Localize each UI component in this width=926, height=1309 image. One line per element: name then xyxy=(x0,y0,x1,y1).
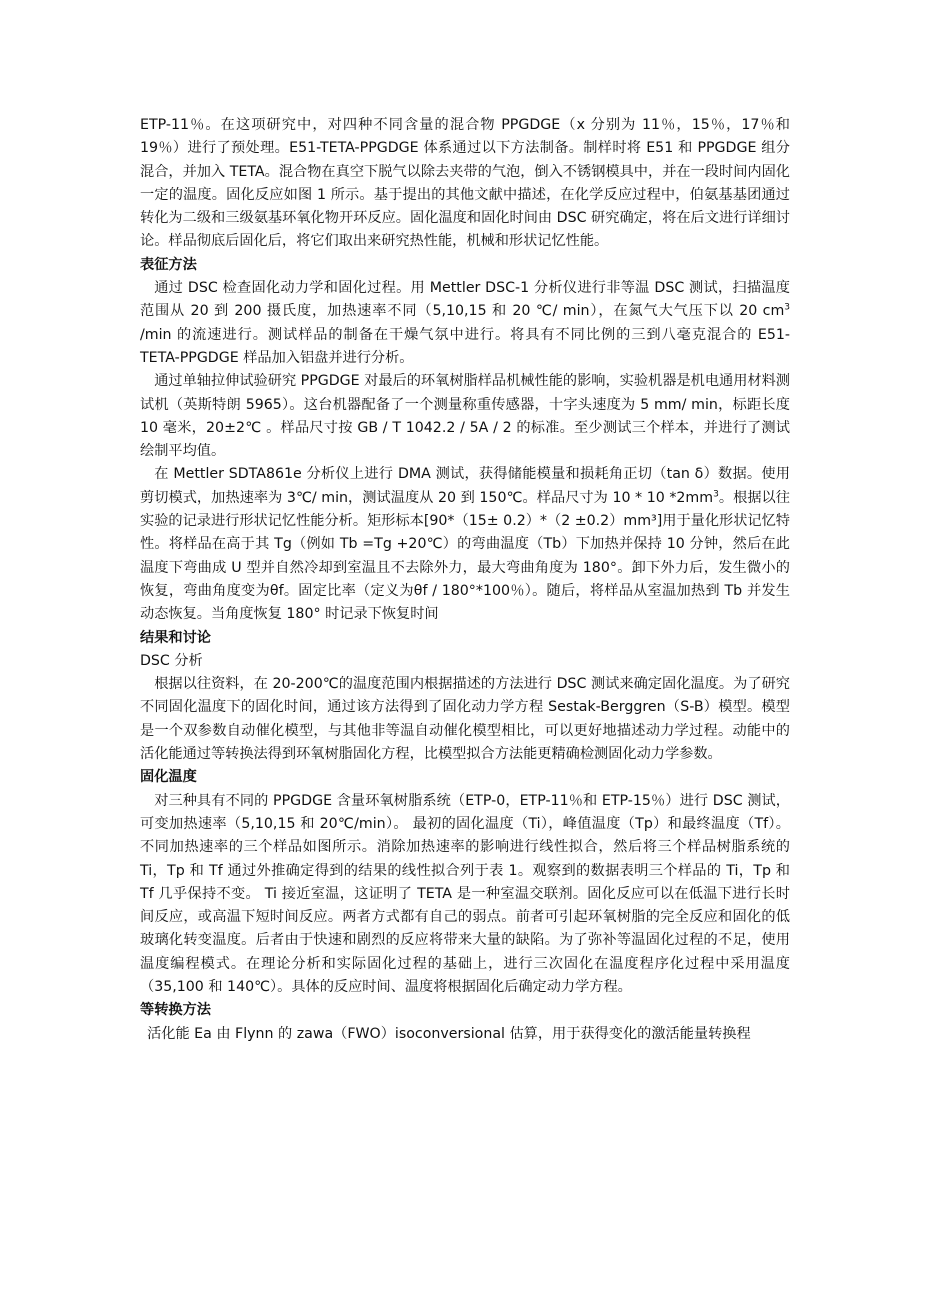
dsc-method-text-a: 通过 DSC 检查固化动力学和固化过程。用 Mettler DSC-1 分析仪进行非等温 DSC 测试，扫描温度范围从 20 到 200 摄氏度，加热速率不同（5,10,15 和 20 ℃/ min），在氮气大气压下以 20 cm xyxy=(140,280,790,320)
dma-paragraph xyxy=(140,463,790,626)
isoconversional-paragraph: 活化能 Ea 由 Flynn 的 zawa（FWO）isoconversional 估算，用于获得变化的激活能量转换程 xyxy=(147,1025,751,1042)
dsc-method-text-b: /min 的流速进行。测试样品的制备在干燥气氛中进行。将具有不同比例的三到八毫克混合的 E51-TETA-PPGDGE 样品加入铝盘并进行分析。 xyxy=(140,326,790,366)
document-page xyxy=(140,114,790,1046)
tensile-test-paragraph: 通过单轴拉伸试验研究 PPGDGE 对最后的环氧树脂样品机械性能的影响，实验机器是机电通用材料测试机（英斯特朗 5965）。这台机器配备了一个测量称重传感器，十字头速度为 5 mm/ min，标距长度 10 毫米，20±2℃ 。样品尺寸按 GB / T 1042.2 / 5A / 2 的标准。至少测试三个样本，并进行了测试绘制平均值。 xyxy=(140,373,790,460)
results-heading: 结果和讨论 xyxy=(140,629,211,646)
dma-text-b: 。根据以往实验的记录进行形状记忆性能分析。矩形标本[90*（15± 0.2）*（2 ±0.2）mm³]用于量化形状记忆特性。将样品在高于其 Tg（例如 Tb =Tg +20℃）的弯曲温度（Tb）下加热并保持 10 分钟，然后在此温度下弯曲成 U 型并自然冷却到室温且不去除外力，最大弯曲角度为 180°。卸下外力后，发生微小的恢复，弯曲角度变为θf。固定比率（定义为θf / 180°*100％）。随后，将样品从室温加热到 Tb 并发生动态恢复。当角度恢复 180° 时记录下恢复时间 xyxy=(140,489,790,623)
dma-text-a: 在 Mettler SDTA861e 分析仪上进行 DMA 测试，获得储能模量和损耗角正切（tan δ）数据。使用剪切模式，加热速率为 3℃/ min，测试温度从 20 到 150℃。样品尺寸为 10 * 10 *2mm xyxy=(140,466,790,506)
dsc-analysis-heading: DSC 分析 xyxy=(140,652,203,669)
isoconversional-heading: 等转换方法 xyxy=(140,1002,211,1019)
cubic-superscript-2: 3 xyxy=(713,489,719,500)
cure-temperature-paragraph: 对三种具有不同的 PPGDGE 含量环氧树脂系统（ETP-0，ETP-11％和 ETP-15％）进行 DSC 测试，可变加热速率（5,10,15 和 20℃/min）。 最初的固化温度（Ti），峰值温度（Tp）和最终温度（Tf）。不同加热速率的三个样品如图所示。消除加热速率的影响进行线性拟合，然后将三个样品树脂系统的 Ti，Tp 和 Tf 通过外推确定得到的结果的线性拟合列于表 1。观察到的数据表明三个样品的 Ti，Tp 和 Tf 几乎保持不变。 Ti 接近室温，这证明了 TETA 是一种室温交联剂。固化反应可以在低温下进行长时间反应，或高温下短时间反应。两者方式都有自己的弱点。前者可引起环氧树脂的完全反应和固化的低玻璃化转变温度。后者由于快速和剧烈的反应将带来大量的缺陷。为了弥补等温固化过程的不足，使用温度编程模式。在理论分析和实际固化过程的基础上，进行三次固化在温度程序化过程中采用温度（35,100 和 140℃）。具体的反应时间、温度将根据固化后确定动力学方程。 xyxy=(140,792,790,995)
intro-paragraph: ETP-11％。在这项研究中，对四种不同含量的混合物 PPGDGE（x 分别为 11％，15％，17％和 19％）进行了预处理。E51-TETA-PPGDGE 体系通过以下方法制备。制样时将 E51 和 PPGDGE 组分混合，并加入 TETA。混合物在真空下脱气以除去夹带的气泡，倒入不锈钢模具中，并在一段时间内固化一定的温度。固化反应如图 1 所示。基于提出的其他文献中描述，在化学反应过程中，伯氨基基团通过转化为二级和三级氨基环氧化物开环反应。固化温度和固化时间由 DSC 研究确定，将在后文进行详细讨论。样品彻底后固化后，将它们取出来研究热性能，机械和形状记忆性能。 xyxy=(140,117,790,250)
cure-temperature-heading: 固化温度 xyxy=(140,769,197,786)
characterization-heading: 表征方法 xyxy=(140,256,197,273)
dsc-analysis-paragraph: 根据以往资料，在 20-200℃的温度范围内根据描述的方法进行 DSC 测试来确定固化温度。为了研究不同固化温度下的固化时间，通过该方法得到了固化动力学方程 Sestak-Berggren（S-B）模型。模型是一个双参数自动催化模型，与其他非等温自动催化模型相比，可以更好地描述动力学过程。动能中的活化能通过等转换法得到环氧树脂固化方程，比模型拟合方法能更精确检测固化动力学参数。 xyxy=(140,676,790,763)
cubic-superscript: 3 xyxy=(784,302,790,313)
dsc-method-paragraph xyxy=(140,277,790,370)
